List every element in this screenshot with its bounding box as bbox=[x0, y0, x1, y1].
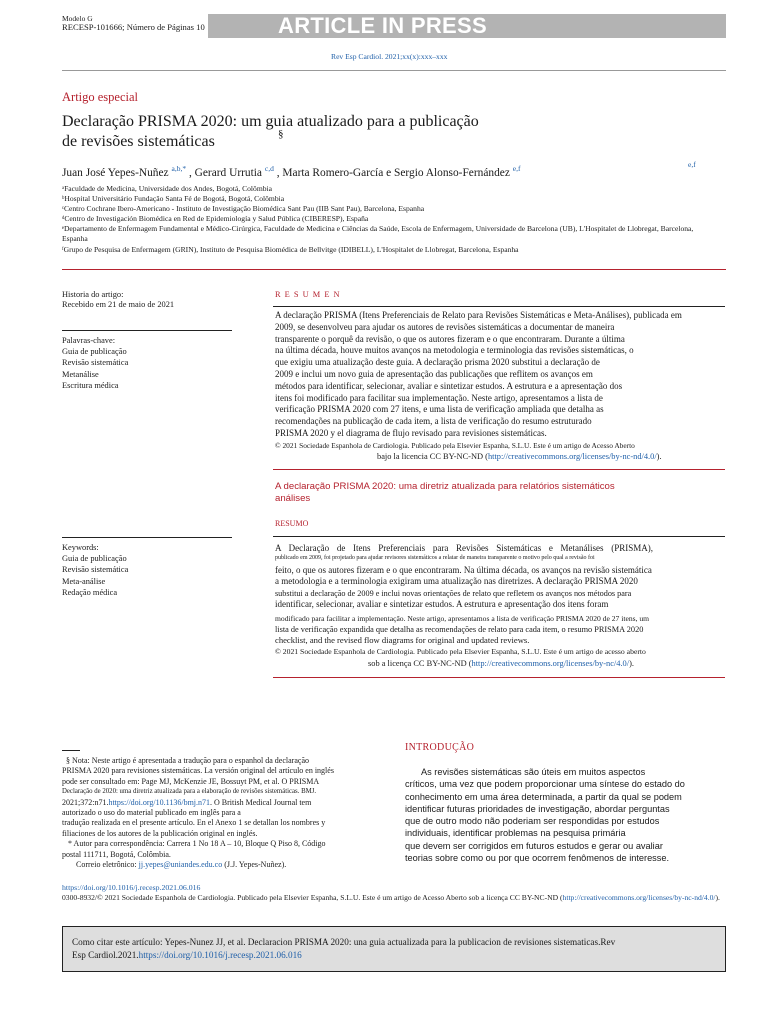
license-prefix: sob a licença CC BY-NC-ND ( bbox=[368, 659, 472, 668]
intro-heading: INTRODUÇÃO bbox=[405, 742, 475, 753]
bmj-link[interactable]: https://doi.org/10.1136/bmj.n71 bbox=[108, 797, 211, 807]
resumo-line: a metodologia e a terminologia exigiram uma atualização nas diretrizes. A declaração PRISMA 2020 bbox=[275, 576, 638, 587]
keyword-item: Guia de publicação bbox=[62, 554, 127, 564]
article-title-line2: de revisões sistemáticas bbox=[62, 133, 215, 150]
intro-line: individuais, identificar problemas na pesquisa primária bbox=[405, 828, 626, 839]
article-history-value: Recebido em 21 de maio de 2021 bbox=[62, 300, 175, 309]
author-name: , Marta Romero-García e Sergio Alonso-Fernández bbox=[276, 166, 510, 179]
intro-line: As revisões sistemáticas são úteis em muitos aspectos bbox=[421, 767, 646, 777]
resumo-line: identificar, selecionar, avaliar e sintetizar estudos. A estrutura e apresentação dos itens foram bbox=[275, 599, 609, 610]
affiliation-item: ᵈCentro de Investigación Biomédica en Red de Epidemiología y Salud Pública (CIBERESP), España bbox=[62, 214, 369, 224]
article-title-line1: Declaração PRISMA 2020: um guia atualizado para a publicação bbox=[62, 113, 479, 130]
resumen-line: 2009 e inclui um novo guia de apresentação das publicações que reflitem os avanços em bbox=[275, 368, 593, 379]
article-history-label: Historia do artigo: bbox=[62, 290, 124, 299]
issn-prefix: 0300-8932/© 2021 Sociedade Espanhola de Cardiologia. Publicado pela Elsevier Espanha, S.L.U. Este é um artigo de Acesso Aberto sob a licença CC BY-NC-ND ( bbox=[62, 893, 563, 902]
second-abstract-title bbox=[275, 481, 615, 505]
journal-citation-line[interactable]: Rev Esp Cardiol. 2021;xx(x):xxx–xxx bbox=[331, 52, 448, 61]
resumo-line: lista de verificação expandida que detalha as recomendações de relato para cada item, o resumo PRISMA 2020 bbox=[275, 625, 644, 635]
corresp-line: postal 111711, Bogotá, Colômbia. bbox=[62, 849, 171, 859]
resumo-line: checklist, and the revised flow diagrams for original and updated reviews. bbox=[275, 635, 530, 646]
header-divider bbox=[62, 70, 726, 71]
keyword-item: Escritura médica bbox=[62, 380, 119, 390]
email-line bbox=[62, 860, 360, 870]
resumen-line: PRISMA 2020 y el diagrama de flujo revisado para revisiones sistemáticas. bbox=[275, 427, 547, 438]
authors-line bbox=[62, 164, 520, 179]
keywords-pt-block bbox=[62, 335, 128, 391]
affiliation-item: ᵇHospital Universitário Fundação Santa Fé de Bogotá, Bogotá, Colômbia bbox=[62, 194, 285, 204]
intro-line: conhecimento em uma área determinada, a partir da qual se podem bbox=[405, 791, 682, 802]
keyword-item: Metanálise bbox=[62, 369, 99, 379]
resumen-text bbox=[275, 310, 682, 440]
banner-text: ARTICLE IN PRESS bbox=[278, 13, 487, 38]
email-suffix: (J.J. Yepes-Nuñez). bbox=[222, 860, 287, 870]
license-suffix: ). bbox=[656, 452, 662, 461]
keywords-label: Keywords: bbox=[62, 543, 99, 552]
author-affiliation-mark[interactable]: e,f bbox=[688, 160, 696, 169]
resumen-copyright-line2 bbox=[377, 452, 662, 461]
resumen-line: 2009, se desenvolveu para ajudar os autores de revisões sistemáticas a documentar de maneira bbox=[275, 321, 615, 332]
resumen-line: recomendações na publicação de cada item, a lista de verificação do resumo estruturado bbox=[275, 416, 592, 427]
manuscript-ref: RECESP-101666; Número de Páginas 10 bbox=[62, 22, 205, 32]
resumo-copyright-line1: © 2021 Sociedade Espanhola de Cardiologia. Publicado pela Elsevier Espanha, S.L.U. Este é um artigo de acesso aberto bbox=[275, 647, 646, 656]
resumo-line-first: A Declaração de Itens Preferenciais para Revisões Sistemáticas e Metanálises (PRISMA), bbox=[275, 543, 653, 553]
section-divider bbox=[62, 269, 726, 270]
resumen-line: que exigiu uma atualização deste guia. A declaração prisma 2020 substitui a declaração de bbox=[275, 357, 600, 368]
keyword-item: Redação médica bbox=[62, 587, 118, 597]
affiliation-item: ᵉDepartamento de Enfermagem Fundamental e Médico-Cirúrgica, Faculdade de Medicina e Ciências da Saúde, Escola de Enfermagem, Universidade de Barcelona (UB), L'Hospitalet de Llobregat, Barcelona, Espanha bbox=[62, 224, 694, 244]
license-prefix: bajo la licencia CC BY-NC-ND ( bbox=[377, 452, 488, 461]
resumo-text-a bbox=[275, 565, 652, 611]
doi-link[interactable]: https://doi.org/10.1016/j.recesp.2021.06.016 bbox=[62, 883, 201, 892]
resumo-copyright-line2 bbox=[368, 659, 634, 668]
resumen-line: transparente o porquê da revisão, o que os autores fizeram e o que encontraram. Durante a última bbox=[275, 333, 625, 344]
license-suffix: ). bbox=[629, 659, 634, 668]
info-divider bbox=[62, 537, 232, 538]
footnote-line: filiaciones de los autores de la publicación original en inglés. bbox=[62, 828, 258, 838]
email-link[interactable]: jj.yepes@uniandes.edu.co bbox=[138, 860, 223, 870]
keyword-item: Meta-análise bbox=[62, 576, 106, 586]
footnote-block bbox=[62, 756, 360, 870]
resumen-line: verificação PRISMA 2020 com 27 itens, e uma lista de verificação ampliada que detalha as bbox=[275, 404, 604, 415]
resumen-line: A declaração PRISMA (Itens Preferenciais de Relato para Revisões Sistemáticas e Meta-Análises), publicada em bbox=[275, 310, 682, 320]
author-name: Juan José Yepes-Nuñez bbox=[62, 166, 169, 179]
resumen-line: na última década, houve muitos avanços na metodologia e terminologia das revisões sistemáticas, o bbox=[275, 345, 634, 356]
footnote-line-small: Declaração de 2020: uma diretriz atualizada para a elaboração de revisões sistemáticas. BMJ. bbox=[62, 788, 317, 796]
author-affiliation-mark[interactable]: c,d bbox=[264, 164, 274, 173]
citation-prefix: Esp Cardiol.2021. bbox=[72, 949, 139, 960]
footnote-line: § Nota: Neste artigo é apresentada a tradução para o espanhol da declaração bbox=[66, 756, 309, 765]
intro-line: críticos, uma vez que podem proporcionar uma síntese do estado do bbox=[405, 779, 685, 790]
resumo-heading: RESUMO bbox=[275, 519, 309, 528]
corresp-line: * Autor para correspondência: Carrera 1 No 18 A – 10, Bloque Q Piso 8, Código bbox=[68, 839, 326, 849]
resumo-line-small: publicado em 2009, foi projetado para ajudar revisores sistemáticos a relatar de maneira transparente o motivo pelo qual a revisão foi bbox=[275, 555, 595, 561]
resumen-line: itens foi modificado para facilitar sua implementação. Neste artigo, apresentamos a lista de bbox=[275, 392, 603, 403]
issn-suffix: ). bbox=[715, 893, 720, 902]
author-name: , Gerard Urrutia bbox=[188, 166, 262, 179]
author-affiliation-mark[interactable]: e,f bbox=[512, 164, 521, 173]
affiliations-list bbox=[62, 184, 702, 255]
resumo-divider bbox=[273, 536, 725, 537]
keyword-item: Guia de publicação bbox=[62, 347, 127, 357]
intro-line: identificar futuras prioridades de investigação, abordar perguntas bbox=[405, 803, 670, 814]
bmj-suffix: . O British Medical Journal tem bbox=[210, 797, 312, 807]
citation-link[interactable]: https://doi.org/10.1016/j.recesp.2021.06.016 bbox=[138, 949, 302, 960]
citation-line2 bbox=[72, 949, 712, 962]
article-type: Artigo especial bbox=[62, 90, 139, 104]
resumen-line: métodos para identificar, selecionar, avaliar e sintetizar estudos. A estrutura e a apresentação dos bbox=[275, 380, 623, 391]
footnote-line: PRISMA 2020 para revisiones sistemáticas. La versión original del artículo en inglés bbox=[62, 766, 334, 776]
resumo-line: substitui a declaração de 2009 e inclui novas orientações de relato que refletem os avanços nos métodos para bbox=[275, 588, 632, 598]
keyword-item: Revisão sistemática bbox=[62, 358, 129, 368]
footnote-bmj-line bbox=[62, 798, 360, 808]
citation-text bbox=[72, 936, 712, 961]
title-footnote-mark: § bbox=[278, 128, 284, 140]
affiliation-item: ᵃFaculdade de Medicina, Universidade dos Andes, Bogotá, Colômbia bbox=[62, 184, 273, 193]
resumen-heading: R E S U M E N bbox=[275, 290, 341, 299]
author-affiliation-mark[interactable]: a,b,* bbox=[171, 164, 187, 173]
resumo-line: feito, o que os autores fizeram e o que encontraram. Na última década, os avanços na revisão sistemática bbox=[275, 565, 652, 575]
license-link[interactable]: http://creativecommons.org/licenses/by-nc-nd/4.0/ bbox=[487, 452, 657, 461]
email-prefix: Correio eletrônico: bbox=[76, 860, 139, 870]
keywords-label: Palavras-chave: bbox=[62, 336, 116, 345]
keywords-en-block bbox=[62, 542, 128, 598]
intro-text bbox=[405, 766, 707, 864]
citation-line: Como citar este artículo: Yepes-Nunez JJ, et al. Declaracion PRISMA 2020: una guia actualizada para la publicacion de revisiones sistematicas.Rev bbox=[72, 937, 616, 947]
resumen-divider bbox=[273, 306, 725, 307]
footnote-line: tradução realizada en el presente artículo. En el Anexo 1 se detallan los nombres y bbox=[62, 818, 326, 828]
second-title-line: A declaração PRISMA 2020: uma diretriz atualizada para relatórios sistemáticos bbox=[275, 481, 615, 492]
resumo-text-b bbox=[275, 613, 649, 647]
affiliation-item: ᶠGrupo de Pesquisa de Enfermagem (GRIN), Instituto de Pesquisa Biomédica de Bellvitge (IDIBELL), L'Hospitalet de Llobregat, Barcelona, Espanha bbox=[62, 244, 519, 254]
intro-line: que de outro modo não poderiam ser respondidas por estudos bbox=[405, 816, 660, 827]
second-title-line: análises bbox=[275, 493, 311, 504]
modelo-label: Modelo G bbox=[62, 14, 93, 23]
intro-line: teorias sobre como ou por que ocorrem fenômenos de interesse. bbox=[405, 853, 670, 864]
footnote-line: pode ser consultado em: Page MJ, McKenzie JE, Bossuyt PM, et al. O PRISMA bbox=[62, 776, 320, 786]
footnote-line: autorizado o uso do material publicado em inglês para a bbox=[62, 808, 241, 818]
section-divider bbox=[273, 677, 725, 678]
footnote-divider bbox=[62, 750, 80, 751]
info-divider bbox=[62, 330, 232, 331]
bmj-prefix: 2021;372:n71. bbox=[62, 797, 109, 807]
issn-link[interactable]: http://creativecommons.org/licenses/by-nc-nd/4.0/ bbox=[562, 893, 716, 902]
intro-line: que devem ser corrigidos em futuros estudos e gerar ou avaliar bbox=[405, 840, 663, 851]
keyword-item: Revisão sistemática bbox=[62, 565, 129, 575]
issn-license-line bbox=[62, 893, 726, 903]
resumo-line: modificado para facilitar a implementação. Neste artigo, apresentamos a lista de verificação PRISMA 2020 de 27 itens, um bbox=[275, 614, 650, 623]
affiliation-item: ᶜCentro Cochrane Ibero-Americano - Instituto de Investigação Biomédica Sant Pau (IIB Sant Pau), Barcelona, Espanha bbox=[62, 204, 425, 214]
section-divider bbox=[273, 469, 725, 470]
resumen-copyright-line1: © 2021 Sociedade Espanhola de Cardiologia. Publicado pela Elsevier Espanha, S.L.U. Este é um artigo de Acesso Aberto bbox=[275, 441, 635, 450]
license-link[interactable]: http://creativecommons.org/licenses/by-nc/4.0/ bbox=[471, 659, 630, 668]
